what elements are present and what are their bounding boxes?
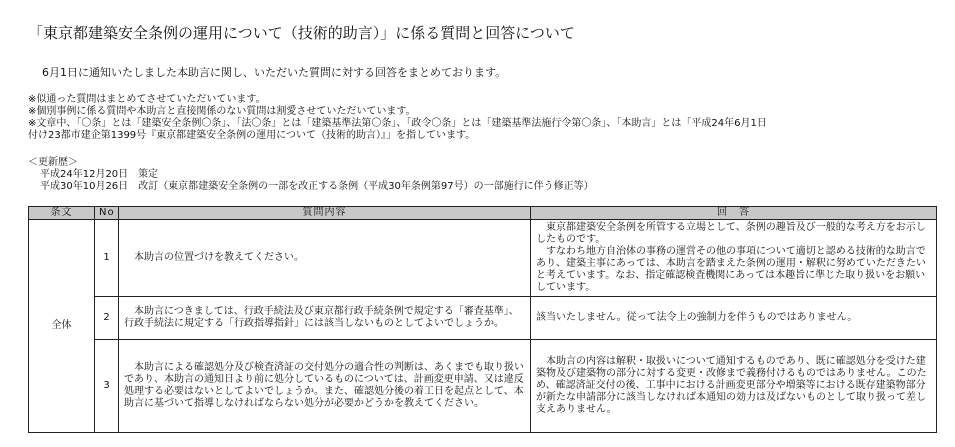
answer-cell: 東京都建築安全条例を所管する立場として、条例の趣旨及び一般的な考え方をお示ししたものです。 すなわち地方自治体の事務の運営その他の事項について適切と認める技術的な助言であり、建築主事にあっては、本助言を踏まえた条例の運用・解釈に努めていただきたいと考えています。なお、指定確認検査機関にあっては本趣旨に準じた取り扱いをお願いしています。 (531, 220, 937, 297)
table-row (29, 297, 937, 340)
table-row (29, 340, 937, 433)
header-answer: 回 答 (531, 207, 937, 220)
answer-cell: 本助言の内容は解釈・取扱いについて通知するものであり、既に確認処分を受けた建築物及び建築物の部分に対する変更・改修まで義務付けるものではありません。このため、確認済証交付の後、工事中における計画変更部分や増築等における既存建築物部分が新たな申請部分に該当しなければ本通知の効力は及ばないものとして取り扱って差し支えありません。 (531, 340, 937, 433)
note-line: 付け23都市建企第1399号『東京都建築安全条例の運用について（技術的助言）』」を指しています。 (28, 130, 476, 141)
history-item: 平成24年12月20日 策定 (40, 169, 159, 180)
qa-table (28, 206, 937, 433)
header-question: 質問内容 (119, 207, 531, 220)
table-header-row (29, 207, 937, 220)
header-no: No (95, 207, 119, 220)
answer-cell: 該当いたしません。従って法令上の強制力を伴うものではありません。 (531, 297, 937, 340)
page-title: 「東京都建築安全条例の運用について（技術的助言）」に係る質問と回答について (28, 24, 575, 42)
update-history (28, 157, 594, 193)
header-article: 条文 (29, 207, 95, 220)
notes-block (28, 94, 938, 142)
history-heading: ＜更新歴＞ (28, 157, 78, 168)
question-cell: 本助言の位置づけを教えてください。 (119, 220, 531, 297)
history-item: 平成30年10月26日 改訂（東京都建築安全条例の一部を改正する条例（平成30年条例第97号）の一部施行に伴う修正等） (40, 181, 594, 192)
note-line: ※似通った質問はまとめてさせていただいています。 (28, 94, 266, 105)
category-cell: 全体 (29, 220, 95, 433)
note-line: ※文章中、「〇条」とは「建築安全条例〇条」、「法〇条」とは「建築基準法第〇条」、「政令〇条」とは「建築基準法施行令第〇条」、「本助言」とは「平成24年6月1日 (28, 118, 767, 129)
note-line: ※個別事例に係る質問や本助言と直接関係のない質問は割愛させていただいています。 (28, 106, 416, 117)
row-number: 3 (95, 340, 119, 433)
question-cell: 本助言につきましては、行政手続法及び東京都行政手続条例で規定する「審査基準」、行政手続法に規定する「行政指導指針」には該当しないものとしてよいでしょうか。 (119, 297, 531, 340)
intro-text: 6月1日に通知いたしました本助言に関し、いただいた質問に対する回答をまとめております。 (42, 66, 507, 79)
table-row (29, 220, 937, 297)
row-number: 2 (95, 297, 119, 340)
question-cell: 本助言による確認処分及び検査済証の交付処分の適合性の判断は、あくまでも取り扱いであり、本助言の通知日より前に処分しているものについては、計画変更申請、又は違反処理する必要はないとしてよいでしょうか。また、確認処分後の着工日を起点として、本助言に基づいて指導しなければならない処分が必要かどうかを教えてください。 (119, 340, 531, 433)
row-number: 1 (95, 220, 119, 297)
